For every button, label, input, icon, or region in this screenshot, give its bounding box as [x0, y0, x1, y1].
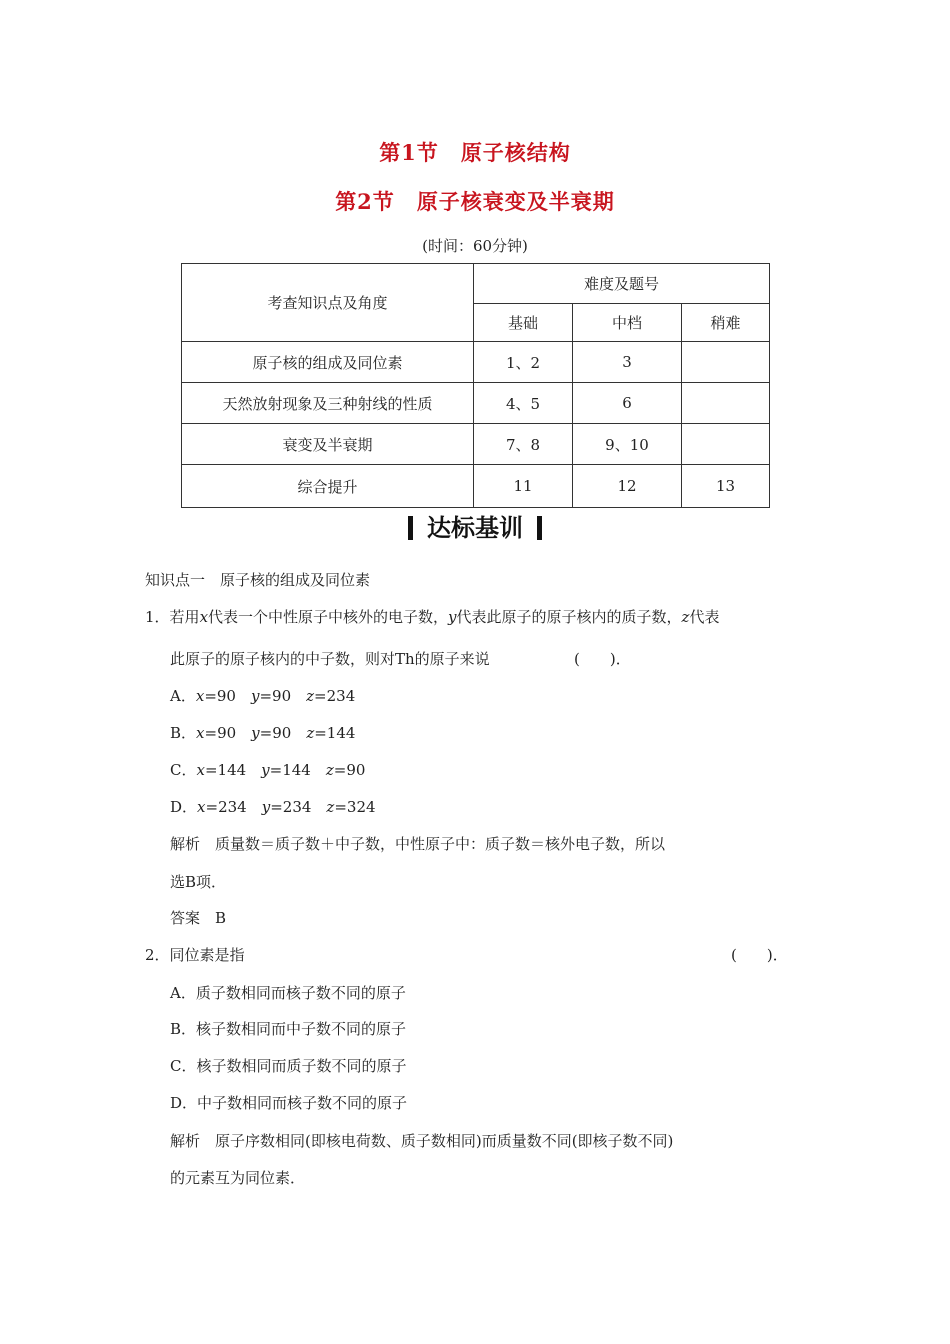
header-basic: 基础 [474, 304, 573, 342]
var-y: y [261, 761, 270, 779]
row-basic: 7、8 [474, 424, 573, 465]
question-number: 1． [145, 608, 170, 626]
analysis-line2: 选B项． [170, 873, 227, 891]
title2-text: 原子核衰变及半衰期 [416, 189, 615, 214]
banner [0, 508, 950, 543]
title1-text: 原子核结构 [460, 140, 571, 165]
option-b: B．核子数相同而中子数不同的原子 [170, 1020, 407, 1038]
row-basic: 11 [474, 465, 573, 508]
header-topic: 考查知识点及角度 [182, 264, 474, 342]
var-y: y [261, 798, 271, 816]
banner-text: 达标基训 [427, 514, 523, 542]
analysis-line1: 解析 原子序数相同(即核电荷数、质子数相同)而质量数不同(即核子数不同) [170, 1132, 674, 1150]
var-y: y [448, 608, 457, 626]
row-hard [682, 342, 770, 383]
header-hard: 稍难 [682, 304, 770, 342]
table-row [182, 465, 770, 508]
option-c [170, 759, 365, 780]
value-z: =324 [334, 798, 376, 816]
var-x: x [197, 798, 206, 816]
option-label: B． [170, 724, 197, 742]
header-difficulty: 难度及题号 [474, 264, 770, 304]
banner-bar-left [408, 516, 413, 540]
knowledge-point-heading: 知识点一 原子核的组成及同位素 [145, 571, 371, 589]
answer-line: 答案 B [170, 909, 227, 927]
value-y: =90 [259, 687, 292, 705]
value-x: =90 [204, 724, 237, 742]
value-y: =90 [259, 724, 292, 742]
header-mid: 中档 [573, 304, 682, 342]
value-y: =144 [269, 761, 311, 779]
value-x: =144 [204, 761, 247, 779]
var-z: z [325, 761, 334, 779]
table-row [182, 424, 770, 465]
var-z: z [306, 687, 315, 705]
title2-number: 第2节 [335, 189, 395, 214]
option-a: A．质子数相同而核子数不同的原子 [170, 984, 406, 1002]
option-b [170, 722, 355, 743]
question-number: 2． [145, 946, 170, 964]
var-x: x [196, 761, 205, 779]
row-basic: 4、5 [474, 383, 573, 424]
answer-paren: ( )． [574, 650, 631, 668]
value-z: =90 [333, 761, 366, 779]
option-c: C．核子数相同而质子数不同的原子 [170, 1057, 407, 1075]
section-title-2 [0, 186, 950, 216]
option-d [170, 796, 376, 817]
time-note: (时间：60分钟) [422, 237, 528, 255]
banner-bar-right [537, 516, 542, 540]
title1-number: 第1节 [379, 140, 439, 165]
var-x: x [196, 724, 205, 742]
row-mid: 6 [573, 383, 682, 424]
row-basic: 1、2 [474, 342, 573, 383]
value-z: =144 [314, 724, 356, 742]
row-topic: 综合提升 [182, 465, 474, 508]
question-1-line1 [145, 606, 719, 627]
row-hard [682, 424, 770, 465]
question-1-line2: 此原子的原子核内的中子数，则对Th的原子来说 [170, 650, 490, 668]
value-x: =234 [205, 798, 247, 816]
row-topic: 原子核的组成及同位素 [182, 342, 474, 383]
section-title-1 [0, 137, 950, 167]
value-x: =90 [204, 687, 236, 705]
table-row [182, 383, 770, 424]
row-mid: 3 [573, 342, 682, 383]
knowledge-table [181, 263, 770, 508]
value-y: =234 [270, 798, 312, 816]
q1-text: 代表 [689, 608, 720, 626]
value-z: =234 [314, 687, 356, 705]
question-2 [145, 944, 245, 965]
q1-text: 代表此原子的原子核内的质子数， [456, 608, 682, 626]
var-x: x [195, 687, 205, 705]
option-a [170, 685, 355, 706]
var-x: x [199, 608, 209, 626]
row-topic: 天然放射现象及三种射线的性质 [182, 383, 474, 424]
option-label: C． [170, 761, 197, 779]
row-hard [682, 383, 770, 424]
var-z: z [306, 724, 315, 742]
row-hard: 13 [682, 465, 770, 508]
row-mid: 9、10 [573, 424, 682, 465]
analysis-line1: 解析 质量数＝质子数＋中子数，中性原子中：质子数＝核外电子数，所以 [170, 835, 666, 853]
var-y: y [250, 687, 260, 705]
var-z: z [681, 608, 690, 626]
row-mid: 12 [573, 465, 682, 508]
analysis-line2: 的元素互为同位素． [170, 1169, 306, 1187]
answer-paren: ( )． [731, 946, 788, 964]
option-label: D． [170, 798, 198, 816]
q1-text: 若用 [169, 608, 200, 626]
var-z: z [326, 798, 335, 816]
option-d: D．中子数相同而核子数不同的原子 [170, 1094, 408, 1112]
q1-text: 代表一个中性原子中核外的电子数， [208, 608, 449, 626]
table-row [182, 342, 770, 383]
row-topic: 衰变及半衰期 [182, 424, 474, 465]
option-label: A． [170, 687, 196, 705]
var-y: y [251, 724, 260, 742]
q2-text: 同位素是指 [169, 946, 245, 964]
